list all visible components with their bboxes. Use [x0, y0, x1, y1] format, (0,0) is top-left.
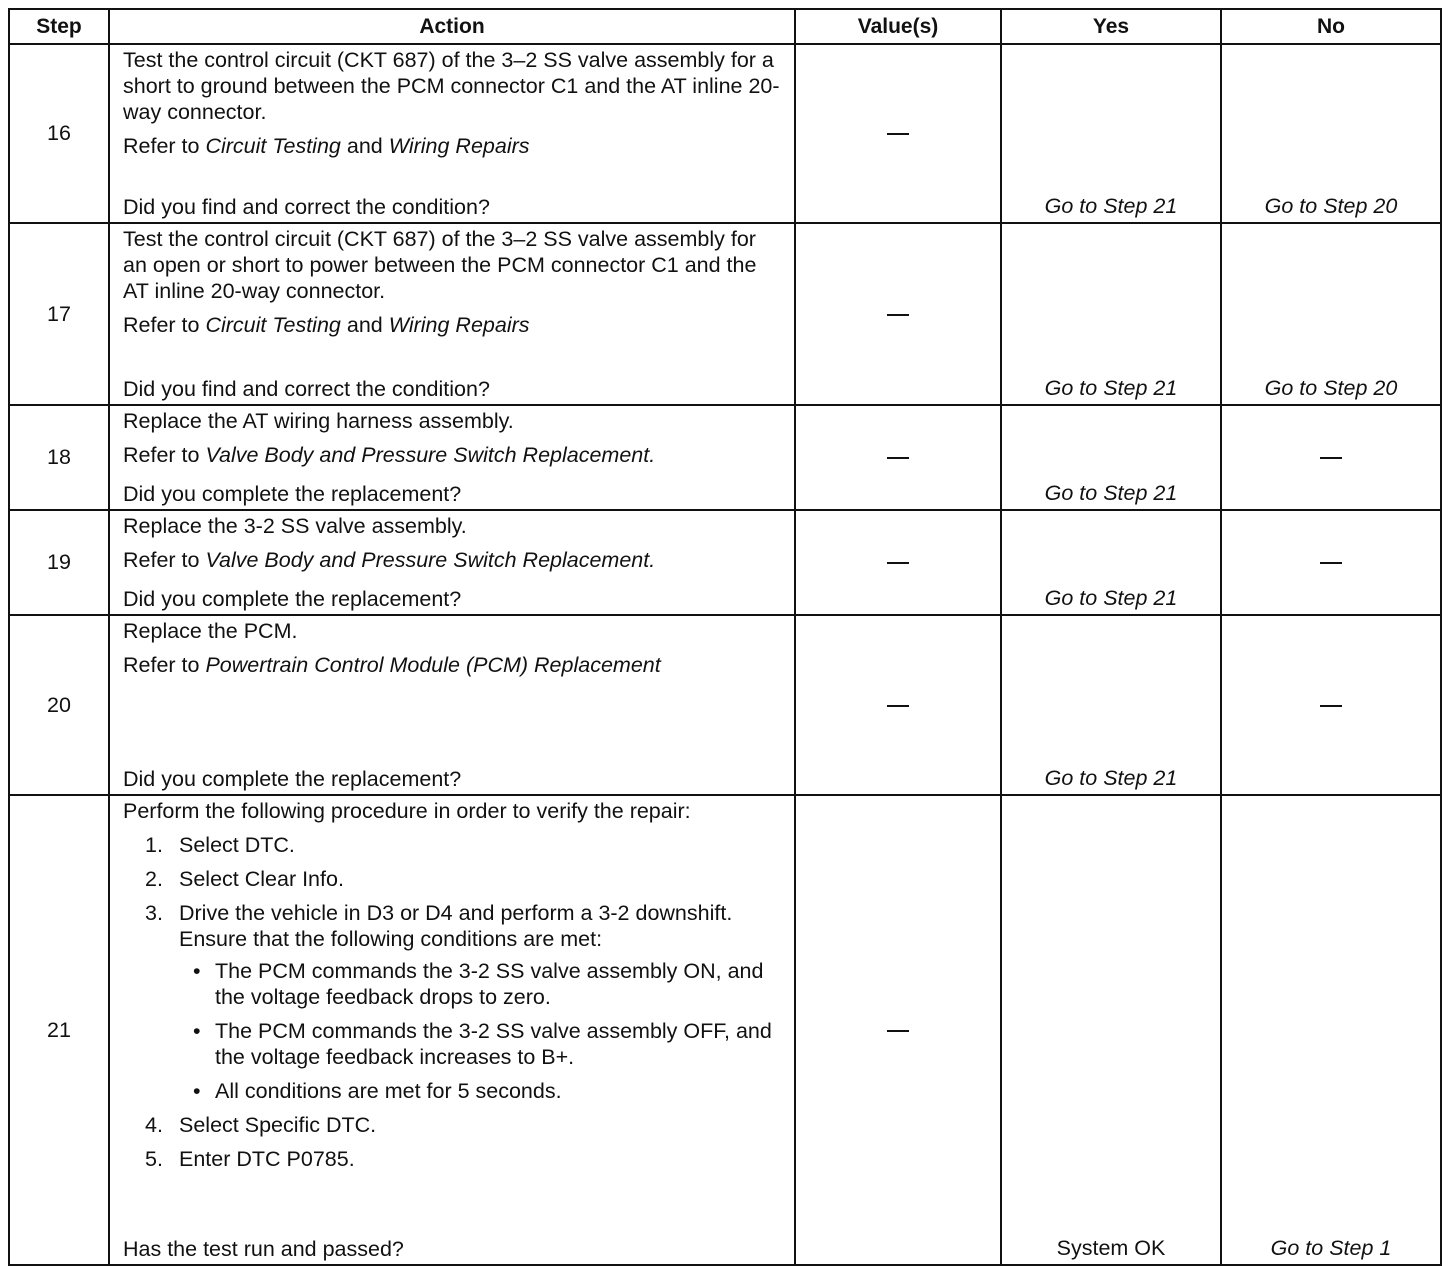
- no-cell: [1221, 223, 1441, 405]
- no-goto-link[interactable]: Go to Step 20: [1264, 194, 1398, 218]
- yes-cell: [1001, 510, 1221, 615]
- no-cell: [1221, 615, 1441, 795]
- action-text: Test the control circuit (CKT 687) of the 3–2 SS valve assembly for a short to ground between the PCM connector C1 and the AT inline 20-way connector.: [123, 48, 780, 124]
- pcm-replacement-link[interactable]: Powertrain Control Module (PCM) Replacement: [205, 653, 661, 677]
- header-action: Action: [109, 9, 795, 44]
- refer-line: Refer to Circuit Testing and Wiring Repairs: [123, 313, 530, 337]
- question-text: Did you complete the replacement?: [123, 482, 462, 506]
- procedure-step: 3. Drive the vehicle in D3 or D4 and perform a 3-2 downshift. Ensure that the following conditions are met: • The PCM commands the 3-2 SS valve assembly ON, and the voltage feedback drops to zero. • The PCM commands the 3-2 SS valve assembly OFF, and the voltage feedback increases to B+. • All conditions are met for 5 seconds.: [145, 900, 784, 1104]
- no-goto-link[interactable]: Go to Step 20: [1264, 376, 1398, 400]
- condition-item: • The PCM commands the 3-2 SS valve assembly OFF, and the voltage feedback increases to B+.: [193, 1019, 772, 1069]
- table-row: [9, 615, 1441, 795]
- step-number: 17: [9, 223, 109, 405]
- condition-item: • The PCM commands the 3-2 SS valve assembly ON, and the voltage feedback drops to zero.: [193, 959, 764, 1009]
- dash-mark: [1320, 705, 1342, 707]
- action-cell: [109, 795, 795, 1265]
- condition-item: • All conditions are met for 5 seconds.: [193, 1079, 562, 1103]
- action-cell: [109, 405, 795, 510]
- yes-goto-link[interactable]: Go to Step 21: [1044, 766, 1178, 790]
- action-text: Replace the PCM.: [123, 619, 298, 643]
- wiring-repairs-link[interactable]: Wiring Repairs: [388, 134, 530, 158]
- question-text: Did you find and correct the condition?: [123, 377, 490, 401]
- yes-cell: [1001, 615, 1221, 795]
- dash-mark: [1320, 562, 1342, 564]
- no-goto-link[interactable]: Go to Step 1: [1270, 1236, 1392, 1260]
- value-cell: [795, 615, 1001, 795]
- circuit-testing-link[interactable]: Circuit Testing: [205, 134, 341, 158]
- no-cell: [1221, 795, 1441, 1265]
- header-yes: Yes: [1001, 9, 1221, 44]
- step-number: 21: [9, 795, 109, 1265]
- header-values: Value(s): [795, 9, 1001, 44]
- action-cell: [109, 615, 795, 795]
- diagnostic-table: [8, 8, 1442, 1266]
- value-cell: [795, 510, 1001, 615]
- dash-mark: [887, 562, 909, 564]
- action-text: Perform the following procedure in order to verify the repair:: [123, 799, 691, 823]
- question-text: Did you find and correct the condition?: [123, 195, 490, 219]
- no-cell: [1221, 510, 1441, 615]
- action-cell: [109, 510, 795, 615]
- no-cell: [1221, 405, 1441, 510]
- value-cell: [795, 44, 1001, 223]
- action-text: Replace the AT wiring harness assembly.: [123, 409, 514, 433]
- step-number: 18: [9, 405, 109, 510]
- system-ok-text: System OK: [1056, 1236, 1166, 1260]
- procedure-step: 5. Enter DTC P0785.: [145, 1147, 355, 1171]
- procedure-list: [123, 832, 784, 1172]
- step-number: 19: [9, 510, 109, 615]
- question-text: Has the test run and passed?: [123, 1237, 404, 1261]
- value-cell: [795, 795, 1001, 1265]
- header-step: Step: [9, 9, 109, 44]
- question-text: Did you complete the replacement?: [123, 587, 462, 611]
- table-row: [9, 223, 1441, 405]
- dash-mark: [887, 1030, 909, 1032]
- action-text: Replace the 3-2 SS valve assembly.: [123, 514, 467, 538]
- dash-mark: [1320, 457, 1342, 459]
- refer-line: Refer to Powertrain Control Module (PCM) Replacement: [123, 653, 661, 677]
- procedure-step: 4. Select Specific DTC.: [145, 1113, 377, 1137]
- question-text: Did you complete the replacement?: [123, 767, 462, 791]
- action-cell: [109, 44, 795, 223]
- circuit-testing-link[interactable]: Circuit Testing: [205, 313, 341, 337]
- action-text: Test the control circuit (CKT 687) of the 3–2 SS valve assembly for an open or short to power between the PCM connector C1 and the AT inline 20-way connector.: [123, 227, 757, 303]
- condition-list: [179, 958, 784, 1104]
- procedure-step: 2. Select Clear Info.: [145, 867, 344, 891]
- value-cell: [795, 223, 1001, 405]
- yes-goto-link[interactable]: Go to Step 21: [1044, 194, 1178, 218]
- yes-cell: [1001, 223, 1221, 405]
- yes-goto-link[interactable]: Go to Step 21: [1044, 376, 1178, 400]
- table-row: [9, 510, 1441, 615]
- yes-goto-link[interactable]: Go to Step 21: [1044, 586, 1178, 610]
- refer-line: Refer to Circuit Testing and Wiring Repairs: [123, 134, 530, 158]
- header-no: No: [1221, 9, 1441, 44]
- table-row: [9, 795, 1441, 1265]
- yes-cell: [1001, 44, 1221, 223]
- yes-cell: [1001, 795, 1221, 1265]
- header-row: [9, 9, 1441, 44]
- no-cell: [1221, 44, 1441, 223]
- step-number: 16: [9, 44, 109, 223]
- value-cell: [795, 405, 1001, 510]
- dash-mark: [887, 133, 909, 135]
- step-number: 20: [9, 615, 109, 795]
- refer-line: Refer to Valve Body and Pressure Switch Replacement.: [123, 548, 656, 572]
- valve-body-replacement-link[interactable]: Valve Body and Pressure Switch Replacement.: [205, 548, 656, 572]
- valve-body-replacement-link[interactable]: Valve Body and Pressure Switch Replacement.: [205, 443, 656, 467]
- yes-goto-link[interactable]: Go to Step 21: [1044, 481, 1178, 505]
- wiring-repairs-link[interactable]: Wiring Repairs: [388, 313, 530, 337]
- table-row: [9, 405, 1441, 510]
- dash-mark: [887, 705, 909, 707]
- yes-cell: [1001, 405, 1221, 510]
- action-cell: [109, 223, 795, 405]
- dash-mark: [887, 314, 909, 316]
- dash-mark: [887, 457, 909, 459]
- procedure-step: 1. Select DTC.: [145, 833, 295, 857]
- table-row: [9, 44, 1441, 223]
- refer-line: Refer to Valve Body and Pressure Switch Replacement.: [123, 443, 656, 467]
